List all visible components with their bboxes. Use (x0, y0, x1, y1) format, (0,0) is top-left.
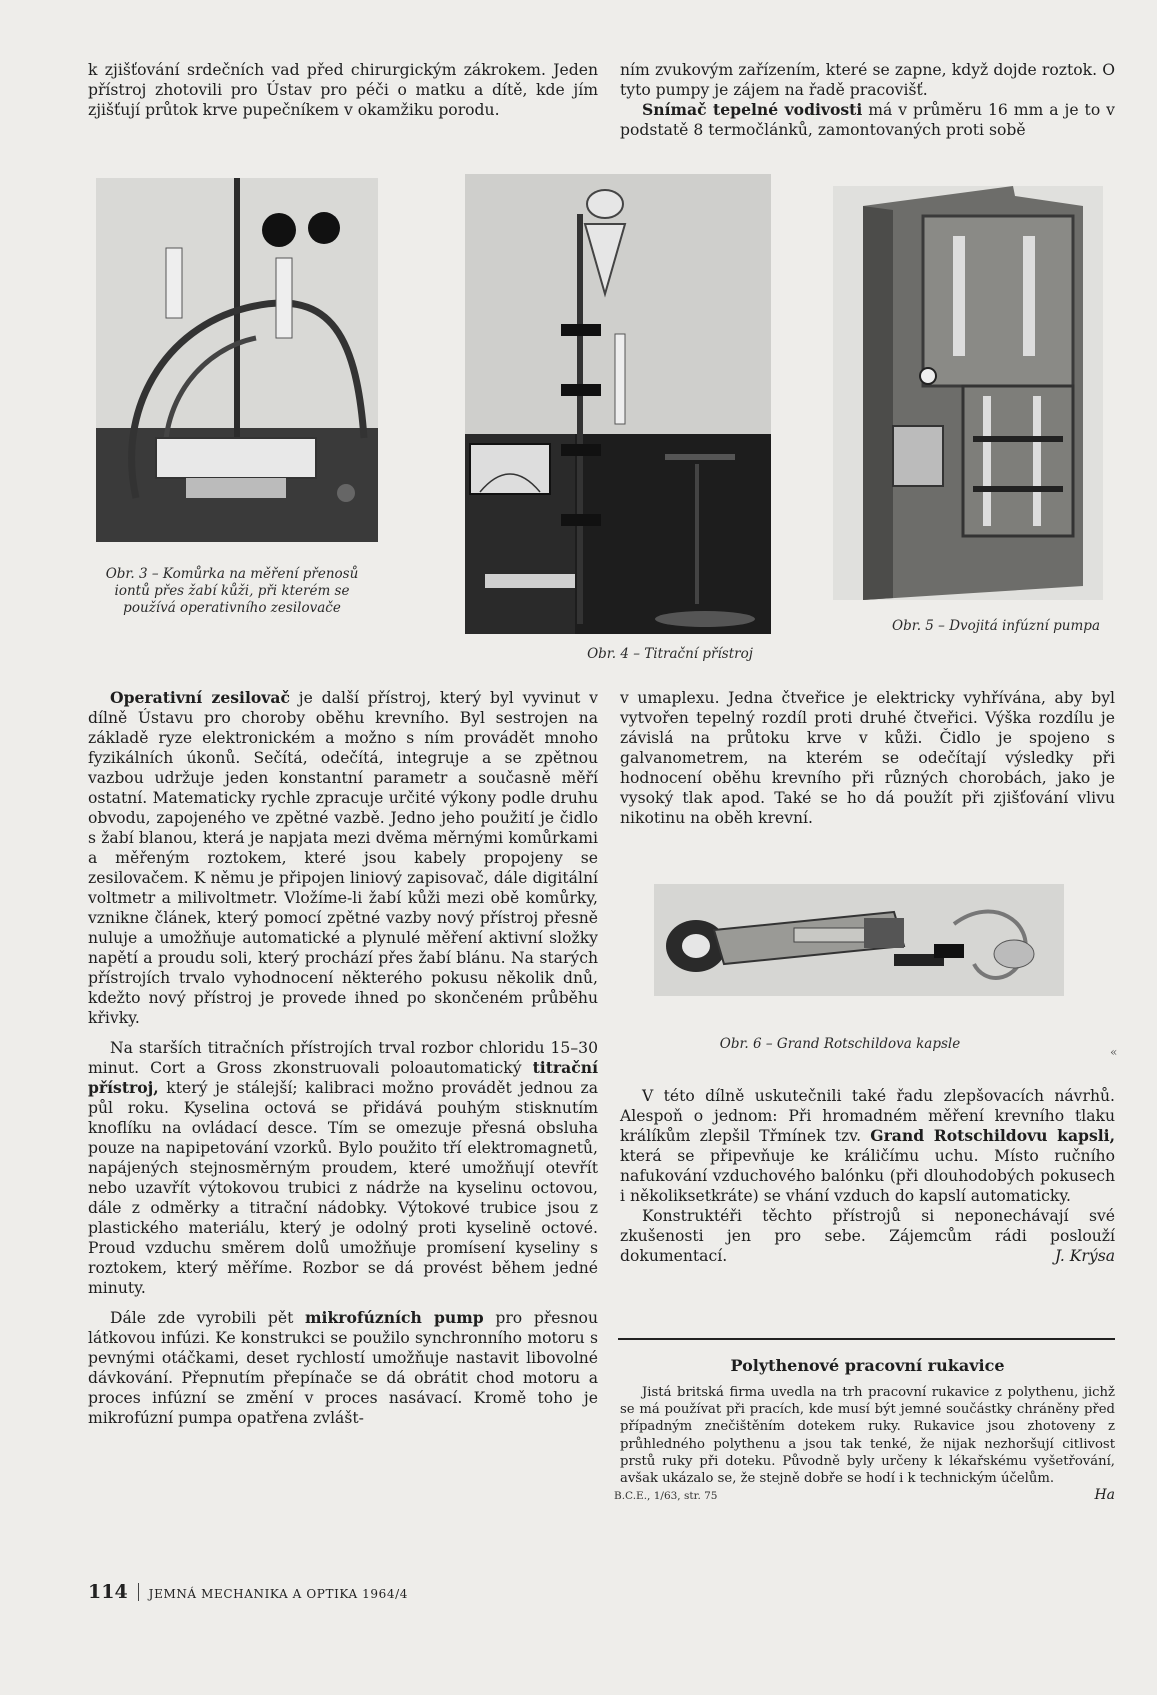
section-divider (618, 1338, 1115, 1340)
figure-4-caption: Obr. 4 – Titrační přístroj (587, 646, 753, 662)
footer-separator (138, 1583, 139, 1601)
figure-6-photo (654, 884, 1064, 996)
body-right-paragraph-1: v umaplexu. Jedna čtveřice je elektricky vyhřívána, aby byl vytvořen tepelný rozdíl proti druhé čtveřici. Výška rozdílu je závislá na průtoku krve v kůži. Čidlo je spojeno s galvanometrem, na kterém se odečítají výsledky při hodnocení oběhu krevního při různých chorobách, jako je vysoký tlak apod. Také se ho dá použít při zjišťování vlivu nikotinu na oběh krevní. (620, 689, 1115, 827)
body-right-paragraph-2 (620, 1086, 1115, 1206)
body-left-paragraph-1-text: je další přístroj, který byl vyvinut v dílně Ústavu pro choroby oběhu krevního. Byl sestrojen na základě ryze elektronickém a možno s ním provádět mnoho fyzikálních úkonů. Sečítá, odečítá, integruje a se zpětnou vazbou udržuje jeden konstantní parametr a současně měří ostatní. Matematicky rychle zpracuje určité výkony podle druhu obvodu, zapojeného ve zpětné vazbě. Jedno jeho použití je čidlo s žabí blanou, která je napjata mezi dvěma měrnými komůrkami a měřeným roztokem, které jsou kabely propojeny se zesilovačem. K němu je připojen liniový zapisovač, dále digitální voltmetr a milivoltmetr. Vložíme-li žabí kůži mezi obě komůrky, vznikne článek, který pomocí zpětné vazby nový přístroj přesně nuluje a umožňuje automatické a plynulé měření aktivní složky napětí a proudu soli, který prochází přes žabí blánu. Na starých přístrojích trvalo vyhodnocení některého pokusu několik dnů, kdežto nový přístroj je provede ihned po skončeném průběhu křivky. (88, 689, 598, 1027)
term-grand-rotschild-capsule: Grand Rotschildovu kapsli, (870, 1126, 1116, 1145)
body-left-paragraph-2-text-b: který je stálejší; kalibraci možno provádět jednou za půl roku. Kyselina octová se přidává pouhým stisknutím knoflíku na ovládací desce. Tím se omezuje přesná obsluha pouze na napipetování vzorků. Bylo použito tří elektromagnetů, napájených stejnosměrným proudem, které umožňují otevřít nebo uzavřít výtokovou trubici z nádrže na kyselinu octovou, dále z odměrky a titrační nádobky. Výtokové trubice jsou z plastického materiálu, který je odolný proti kyselině octové. Proud vzduchu směrem dolů umožňuje promísení kyseliny s roztokem, který měříme. Rozbor se dá provést během jedné minuty. (88, 1079, 598, 1297)
notice-source: B.C.E., 1/63, str. 75 (614, 1490, 718, 1502)
journal-name: JEMNÁ MECHANIKA A OPTIKA 1964/4 (148, 1587, 408, 1601)
notice-text: Jistá britská firma uvedla na trh pracovní rukavice z polythenu, jichž se má používat při pracích, kde musí být jemné součástky chráněny před případným znečištěním dotekem ruky. Rukavice jsou zhotoveny z průhledného polythenu a jsou tak tenké, že nijak nezhoršují citlivost prstů ruky při doteku. Původně byly určeny k lékařskému vyšetřování, avšak ukázalo se, že stejně dobře se hodí i k technickým účelům. (620, 1385, 1115, 1487)
article-author: J. Krýsa (1054, 1247, 1115, 1265)
figure-5-photo (833, 186, 1103, 600)
notice-signature: Ha (1094, 1487, 1115, 1504)
body-right-paragraph-2-text-b: která se připevňuje ke králičímu uchu. Místo ručního nafukování vzduchového balónku (při dlouhodobých pokusech i několiksetkráte) se vhání vzduch do kapslí automaticky. (620, 1147, 1115, 1205)
body-right-paragraph-3: Konstruktéři těchto přístrojů si neponechávají své zkušenosti jen pro sebe. Zájemcům rádi poslouží dokumentací. (620, 1207, 1115, 1265)
body-left-paragraph-1 (88, 688, 598, 1028)
top-left-column (88, 60, 598, 120)
top-right-paragraph-1: ním zvukovým zařízením, které se zapne, když dojde roztok. O tyto pumpy je zájem na řadě pracovišť. (620, 61, 1115, 99)
body-left-paragraph-2-text-a: Na starších titračních přístrojích trval rozbor chloridu 15–30 minut. Cort a Gross zkonstruovali poloautomatický (88, 1039, 598, 1077)
page-number: 114 (88, 1581, 128, 1603)
body-left-paragraph-3 (88, 1308, 598, 1428)
figure-6-caption: Obr. 6 – Grand Rotschildova kapsle (719, 1036, 961, 1052)
notice-title: Polythenové pracovní rukavice (730, 1356, 1005, 1375)
figure-3-caption: Obr. 3 – Komůrka na měření přenosů iontů přes žabí kůži, při kterém se používá operativního zesilovače (105, 566, 359, 616)
body-left-paragraph-3-text-a: Dále zde vyrobili pět (110, 1309, 306, 1327)
figure-5-caption: Obr. 5 – Dvojitá infúzní pumpa (892, 618, 1100, 634)
term-operational-amplifier: Operativní zesilovač (110, 688, 290, 707)
term-thermal-sensor: Snímač tepelné vodivosti (642, 100, 863, 119)
body-right-paragraph-2-text-a: V této dílně uskutečnili také řadu zlepšovacích návrhů. Alespoň o jednom: Při hromadném měření krevního tlaku králíkům zlepšil Třmínek tzv. (620, 1087, 1115, 1145)
top-right-paragraph-2 (620, 100, 1115, 140)
top-right-paragraph-2-text: má v průměru 16 mm a je to v podstatě 8 termočlánků, zamontovaných proti sobě (620, 101, 1115, 139)
term-titration-device: titrační přístroj, (88, 1058, 598, 1097)
notice-body (620, 1384, 1115, 1504)
margin-mark: « (1110, 1045, 1118, 1059)
body-left-paragraph-3-text-b: pro přesnou látkovou infúzi. Ke konstrukci se použilo synchronního motoru s pevnými otáčkami, deset rychlostí umožňuje nastavit libovolné dávkování. Přepnutím přepínače se dá obrátit chod motoru a proces infúzní se změní v proces nasávací. Kromě toho je mikrofúzní pumpa opatřena zvlášt- (88, 1309, 598, 1427)
body-right-column-top (620, 688, 1115, 828)
figure-4-photo (465, 174, 771, 634)
figure-3-photo (96, 178, 378, 542)
body-right-column-bottom (620, 1086, 1115, 1266)
body-left-paragraph-2 (88, 1038, 598, 1298)
page-footer (88, 1581, 408, 1603)
term-microfusion-pumps: mikrofúzních pump (305, 1308, 484, 1327)
top-left-paragraph: k zjišťování srdečních vad před chirurgickým zákrokem. Jeden přístroj zhotovili pro Ústav pro péči o matku a dítě, kde jím zjišťují průtok krve pupečníkem v okamžiku porodu. (88, 61, 598, 119)
top-right-column (620, 60, 1115, 140)
body-left-column (88, 688, 598, 1428)
